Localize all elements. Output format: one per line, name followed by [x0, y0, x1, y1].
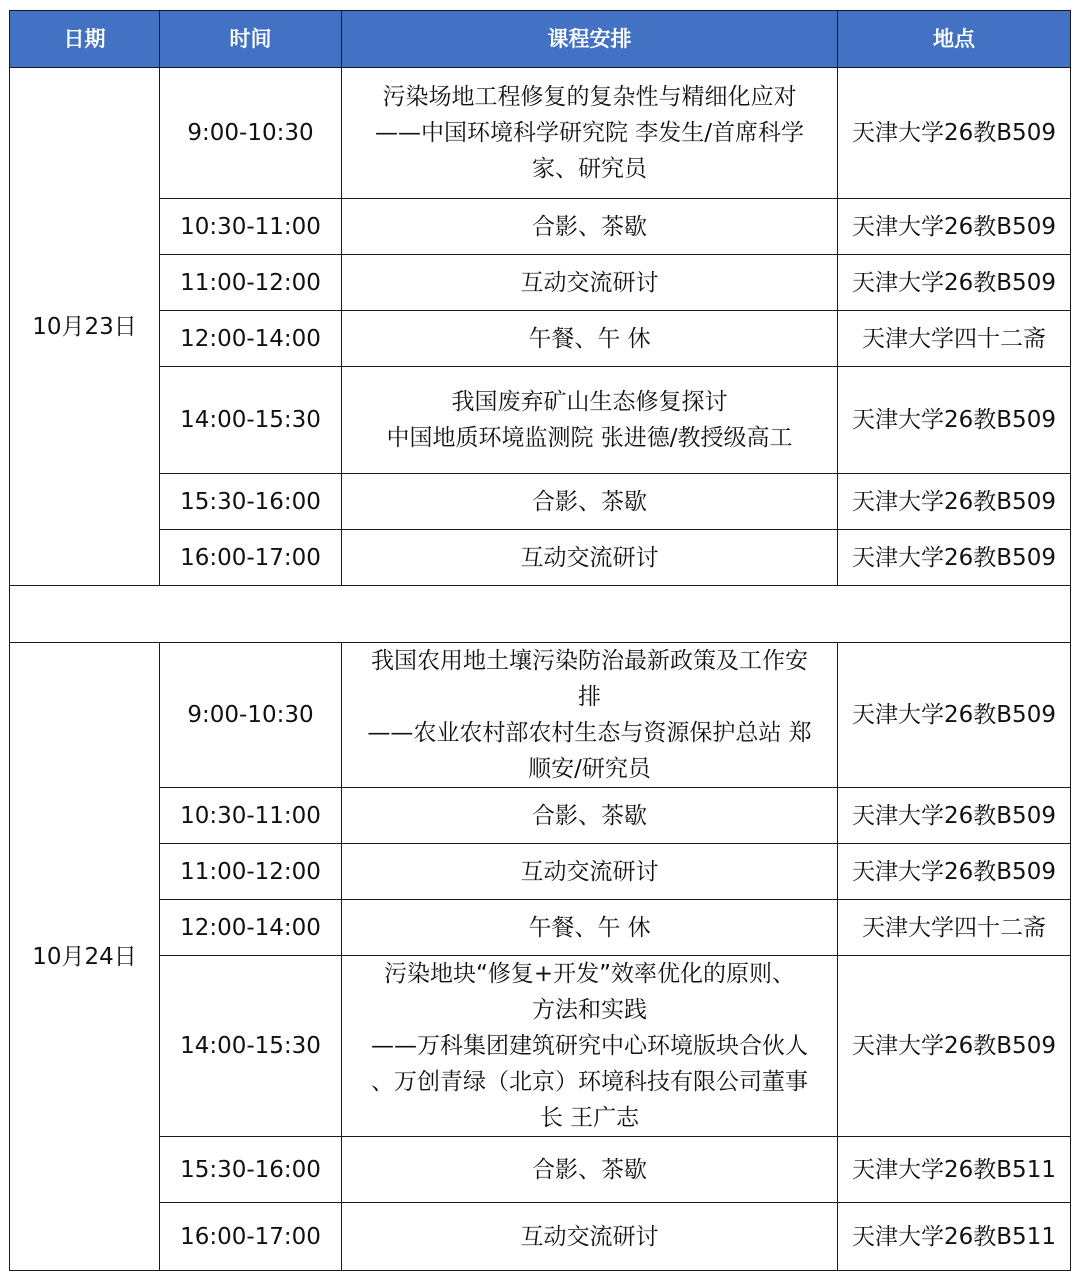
- course-cell: 污染地块“修复+开发”效率优化的原则、 方法和实践 ——万科集团建筑研究中心环境版块合伙人 、万创青绿（北京）环境科技有限公司董事 长 王广志: [342, 956, 838, 1137]
- course-cell: 合影、茶歇: [342, 199, 838, 255]
- schedule-table: [9, 10, 1071, 1271]
- location-cell: 天津大学四十二斋: [838, 900, 1071, 956]
- table-row: [10, 900, 1071, 956]
- time-cell: 16:00-17:00: [160, 1203, 342, 1271]
- course-cell: 合影、茶歇: [342, 474, 838, 530]
- time-cell: 9:00-10:30: [160, 68, 342, 199]
- location-cell: 天津大学26教B509: [838, 255, 1071, 311]
- location-cell: 天津大学26教B509: [838, 367, 1071, 474]
- table-row: [10, 788, 1071, 844]
- course-cell: 午餐、午 休: [342, 311, 838, 367]
- course-cell: 互动交流研讨: [342, 1203, 838, 1271]
- course-cell: 互动交流研讨: [342, 255, 838, 311]
- table-row: [10, 530, 1071, 586]
- table-row: [10, 367, 1071, 474]
- time-cell: 12:00-14:00: [160, 311, 342, 367]
- location-cell: 天津大学26教B509: [838, 199, 1071, 255]
- time-cell: 15:30-16:00: [160, 474, 342, 530]
- course-cell: 合影、茶歇: [342, 788, 838, 844]
- location-cell: 天津大学四十二斋: [838, 311, 1071, 367]
- time-cell: 16:00-17:00: [160, 530, 342, 586]
- location-cell: 天津大学26教B511: [838, 1203, 1071, 1271]
- course-cell: 午餐、午 休: [342, 900, 838, 956]
- date-cell: 10月24日: [10, 643, 160, 1271]
- course-cell: 我国农用地土壤污染防治最新政策及工作安 排 ——农业农村部农村生态与资源保护总站 郑 顺安/研究员: [342, 643, 838, 788]
- time-cell: 14:00-15:30: [160, 367, 342, 474]
- location-cell: 天津大学26教B509: [838, 530, 1071, 586]
- header-row: [10, 11, 1071, 68]
- time-cell: 9:00-10:30: [160, 643, 342, 788]
- course-cell: 我国废弃矿山生态修复探讨 中国地质环境监测院 张进德/教授级高工: [342, 367, 838, 474]
- table-row: [10, 311, 1071, 367]
- table-row: [10, 844, 1071, 900]
- time-cell: 11:00-12:00: [160, 255, 342, 311]
- header-location: 地点: [838, 11, 1071, 68]
- location-cell: 天津大学26教B509: [838, 788, 1071, 844]
- table-row: [10, 255, 1071, 311]
- table-row: [10, 643, 1071, 788]
- time-cell: 12:00-14:00: [160, 900, 342, 956]
- time-cell: 11:00-12:00: [160, 844, 342, 900]
- table-row: [10, 199, 1071, 255]
- header-time: 时间: [160, 11, 342, 68]
- location-cell: 天津大学26教B509: [838, 474, 1071, 530]
- header-course: 课程安排: [342, 11, 838, 68]
- spacer-row: [10, 586, 1071, 643]
- location-cell: 天津大学26教B511: [838, 1137, 1071, 1203]
- course-cell: 污染场地工程修复的复杂性与精细化应对 ——中国环境科学研究院 李发生/首席科学 家、研究员: [342, 68, 838, 199]
- header-date: 日期: [10, 11, 160, 68]
- spacer-cell: [10, 586, 1071, 643]
- location-cell: 天津大学26教B509: [838, 68, 1071, 199]
- time-cell: 14:00-15:30: [160, 956, 342, 1137]
- table-row: [10, 1203, 1071, 1271]
- location-cell: 天津大学26教B509: [838, 956, 1071, 1137]
- course-cell: 合影、茶歇: [342, 1137, 838, 1203]
- course-cell: 互动交流研讨: [342, 530, 838, 586]
- table-row: [10, 1137, 1071, 1203]
- table-row: [10, 68, 1071, 199]
- time-cell: 15:30-16:00: [160, 1137, 342, 1203]
- time-cell: 10:30-11:00: [160, 788, 342, 844]
- time-cell: 10:30-11:00: [160, 199, 342, 255]
- date-cell: 10月23日: [10, 68, 160, 586]
- table-row: [10, 474, 1071, 530]
- location-cell: 天津大学26教B509: [838, 844, 1071, 900]
- table-row: [10, 956, 1071, 1137]
- course-cell: 互动交流研讨: [342, 844, 838, 900]
- location-cell: 天津大学26教B509: [838, 643, 1071, 788]
